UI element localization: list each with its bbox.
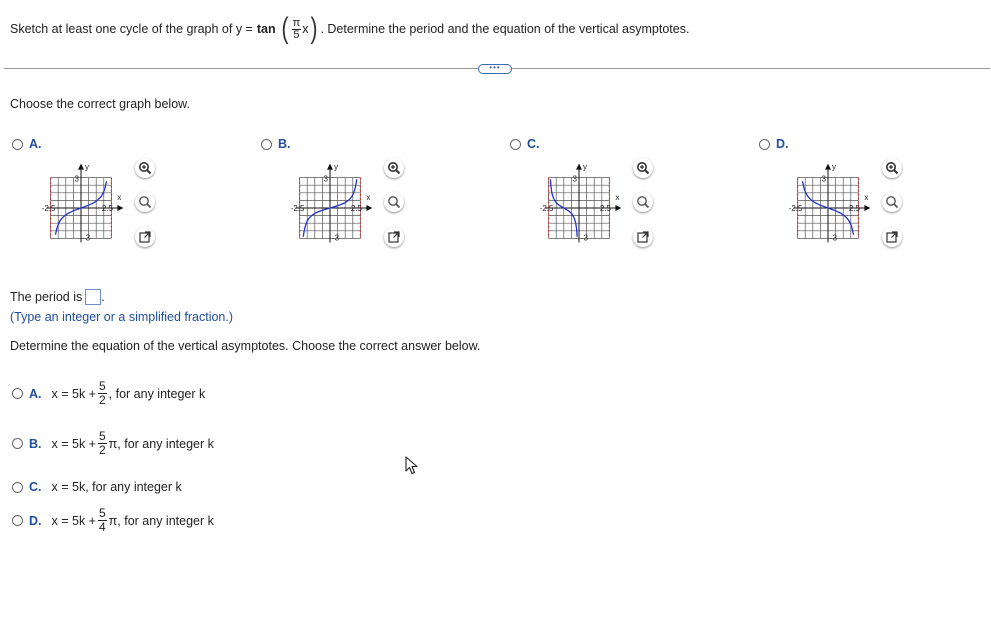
radio-button[interactable] — [12, 388, 23, 399]
y-axis-arrow — [78, 164, 84, 170]
x-tick-left: -2.5 — [539, 204, 554, 213]
x-axis-label: x — [615, 193, 620, 202]
asymptote-option-c[interactable] — [12, 480, 182, 494]
choose-graph-text: Choose the correct graph below. — [10, 97, 190, 111]
question-func: tan — [256, 22, 276, 36]
option-label: D. — [776, 137, 789, 151]
x-tick-left: -2.5 — [290, 204, 305, 213]
y-axis-label: y — [832, 162, 836, 172]
radio-button[interactable] — [12, 139, 23, 150]
asymptote-prompt: Determine the equation of the vertical asymptotes. Choose the correct answer below. — [10, 339, 481, 353]
x-axis-arrow — [864, 205, 870, 211]
zoom-in-icon[interactable] — [384, 158, 404, 178]
y-tick-bottom: -3 — [581, 233, 589, 243]
option-rest: π, for any integer k — [108, 513, 214, 528]
radio-button[interactable] — [759, 139, 770, 150]
graph-thumbnail[interactable] — [531, 158, 627, 254]
question-var: x — [302, 22, 309, 36]
graph-option-a[interactable] — [12, 137, 42, 151]
option-label: C. — [527, 137, 540, 151]
period-hint: (Type an integer or a simplified fraction.) — [10, 310, 234, 324]
zoom-in-icon[interactable] — [882, 158, 902, 178]
asymptote-option-d[interactable] — [12, 507, 214, 534]
question-text — [10, 14, 689, 44]
fraction-denominator: 4 — [98, 520, 106, 534]
open-new-window-icon[interactable] — [135, 227, 155, 247]
y-tick-bottom: -3 — [332, 233, 340, 243]
y-axis-arrow — [576, 164, 582, 170]
period-line — [10, 289, 105, 305]
period-prompt: The period is — [10, 290, 83, 304]
y-tick-top: 3 — [572, 174, 577, 184]
x-axis-label: x — [366, 193, 371, 202]
open-new-window-icon[interactable] — [633, 227, 653, 247]
x-tick-right: 2.5 — [599, 204, 611, 213]
x-axis-arrow — [366, 205, 372, 211]
y-axis-label: y — [85, 162, 89, 172]
y-axis-arrow — [825, 164, 831, 170]
option-fraction — [98, 430, 107, 457]
question-suffix: . Determine the period and the equation of the vertical asymptotes. — [320, 22, 690, 36]
option-rest: , for any integer k — [108, 386, 206, 401]
y-tick-top: 3 — [821, 174, 826, 184]
option-rest: π, for any integer k — [108, 436, 214, 451]
x-tick-right: 2.5 — [350, 204, 362, 213]
x-axis-label: x — [864, 193, 869, 202]
radio-button[interactable] — [12, 515, 23, 526]
x-tick-right: 2.5 — [101, 204, 113, 213]
graph-option-d[interactable] — [759, 137, 789, 151]
open-new-window-icon[interactable] — [384, 227, 404, 247]
graph-thumbnail[interactable] — [33, 158, 129, 254]
option-label: C. — [29, 480, 42, 494]
option-lhs: x = 5k + — [51, 436, 96, 451]
fraction-numerator: 5 — [98, 379, 106, 393]
option-fraction — [98, 380, 107, 407]
radio-button[interactable] — [12, 438, 23, 449]
option-lhs: x = 5k, for any integer k — [51, 480, 182, 494]
fraction-denominator: 2 — [98, 393, 106, 407]
zoom-out-icon[interactable] — [384, 192, 404, 212]
zoom-in-icon[interactable] — [135, 158, 155, 178]
option-label: B. — [278, 137, 291, 151]
graph-thumbnail[interactable] — [282, 158, 378, 254]
x-tick-left: -2.5 — [788, 204, 803, 213]
option-label: A. — [29, 137, 42, 151]
asymptote-option-a[interactable] — [12, 380, 205, 407]
fraction-numerator: 5 — [98, 429, 106, 443]
option-label: B. — [29, 436, 42, 451]
graph-option-c[interactable] — [510, 137, 540, 151]
graph-option-b[interactable] — [261, 137, 291, 151]
right-paren: ) — [310, 12, 318, 45]
zoom-in-icon[interactable] — [633, 158, 653, 178]
question-prefix: Sketch at least one cycle of the graph of y = — [10, 22, 253, 36]
option-label: D. — [29, 513, 42, 528]
fraction-numerator: 5 — [98, 506, 106, 520]
asymptote-option-b[interactable] — [12, 430, 214, 457]
expand-button[interactable]: ••• — [478, 64, 512, 74]
y-axis-arrow — [327, 164, 333, 170]
y-tick-top: 3 — [323, 174, 328, 184]
period-answer-box[interactable] — [85, 289, 101, 305]
y-tick-bottom: -3 — [83, 233, 91, 243]
zoom-out-icon[interactable] — [633, 192, 653, 212]
y-axis-label: y — [583, 162, 587, 172]
y-tick-bottom: -3 — [830, 233, 838, 243]
x-axis-arrow — [615, 205, 621, 211]
question-fraction — [292, 18, 302, 41]
option-fraction — [98, 507, 107, 534]
x-tick-left: -2.5 — [41, 204, 56, 213]
zoom-out-icon[interactable] — [135, 192, 155, 212]
y-tick-top: 3 — [74, 174, 79, 184]
x-tick-right: 2.5 — [848, 204, 860, 213]
graph-thumbnail[interactable] — [780, 158, 876, 254]
open-new-window-icon[interactable] — [882, 227, 902, 247]
fraction-denominator: 5 — [293, 28, 300, 41]
option-label: A. — [29, 386, 42, 401]
mouse-cursor-icon — [405, 456, 419, 476]
radio-button[interactable] — [510, 139, 521, 150]
period-period: . — [101, 290, 105, 304]
left-paren: ( — [281, 12, 289, 45]
x-axis-label: x — [117, 193, 122, 202]
zoom-out-icon[interactable] — [882, 192, 902, 212]
x-axis-arrow — [117, 205, 123, 211]
fraction-numerator: π — [292, 16, 301, 29]
radio-button[interactable] — [12, 482, 23, 493]
radio-button[interactable] — [261, 139, 272, 150]
option-lhs: x = 5k + — [51, 386, 96, 401]
option-lhs: x = 5k + — [51, 513, 96, 528]
y-axis-label: y — [334, 162, 338, 172]
fraction-denominator: 2 — [98, 443, 106, 457]
